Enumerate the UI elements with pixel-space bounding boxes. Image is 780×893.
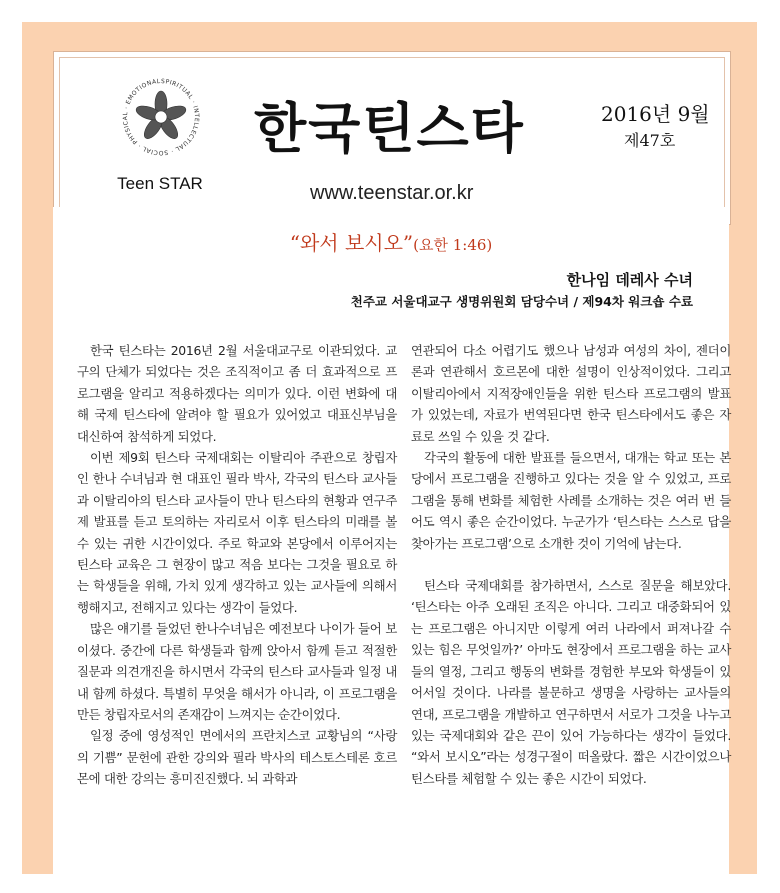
paragraph: 각국의 활동에 대한 발표를 들으면서, 대개는 학교 또는 본당에서 프로그램을 진행하고 있다는 것을 알 수 있었고, 프로그램을 통해 변화를 체험한 사례를 소개하는 것은 여러 번 들어도 역시 좋은 순간이었다. 누군가가 ‘틴스타는 스스로 답을 찾아가는 프로그램’으로 소개한 것이 기억에 남는다. — [411, 450, 731, 551]
page-background — [22, 22, 757, 874]
teenstar-logo — [100, 74, 220, 204]
article-title — [53, 227, 729, 256]
website-url[interactable]: www.teenstar.or.kr — [310, 182, 474, 204]
left-column — [77, 340, 397, 790]
teenstar-logo-icon — [118, 74, 204, 160]
article-author: 한나임 데레사 수녀 — [566, 271, 693, 289]
article-content — [53, 207, 729, 874]
paragraph: 이번 제9회 틴스타 국제대회는 이탈리아 주관으로 창립자인 한나 수녀님과 현 대표인 필라 박사, 각국의 틴스타 교사들과 이탈리아의 틴스타 교사들이 만나 틴스타의 현황과 연구주제 발표를 듣고 토의하는 자리로서 이후 틴스타의 미래를 볼 수 있는 귀한 시간이었다. 주로 학교와 본당에서 이루어지는 틴스타 교육은 그 현장이 많고 적음 보다는 그것을 필요로 하는 학생들을 위해, 가치 있게 생각하고 있는 교사들에 의해서 행해지고, 전해지고 있다는 생각이 들었다. — [77, 450, 397, 615]
author-affiliation: 천주교 서울대교구 생명위원회 담당수녀 / 제94차 워크숍 수료 — [350, 294, 693, 309]
paragraph: 한국 틴스타는 2016년 2월 서울대교구로 이관되었다. 교구의 단체가 되었다는 것은 조직적이고 좀 더 효과적으로 프로그램을 알리고 적용하겠다는 의미가 있다. 이런 변화에 대해 국제 틴스타에 알려야 할 필요가 있어었고 대표신부님을 대신하여 참석하게 되었다. — [77, 343, 397, 444]
newsletter-title: 한국틴스타 — [254, 97, 525, 160]
issue-number: 제47호 — [624, 131, 676, 150]
paragraph: 많은 얘기를 들었던 한나수녀님은 예전보다 나이가 들어 보이셨다. 중간에 다른 학생들과 함께 앉아서 함께 듣고 적절한 질문과 의견개진을 하시면서 각국의 틴스타 교사들과 일정 내내 함께 하셨다. 특별히 무엇을 해서가 아니라, 이 프로그램을 만든 창립자로서의 존재감이 느껴지는 순간이었다. — [77, 621, 397, 722]
article-title-main: “와서 보시오” — [289, 231, 414, 255]
paragraph: 연관되어 다소 어렵기도 했으나 남성과 여성의 차이, 젠더이론과 연관해서 호르몬에 대한 설명이 인상적이었다. 그리고 이탈리아에서 지적장애인들을 위한 틴스타 프로그램의 발표가 있었는데, 자료가 번역된다면 한국 틴스타에서도 좋은 자료로 쓰일 수 있을 것 같다. — [411, 343, 731, 444]
paragraph: 일정 중에 영성적인 면에서의 프란치스코 교황님의 “사랑의 기쁨” 문헌에 관한 강의와 필라 박사의 테스토스테론 호르몬에 대한 강의는 흥미진진했다. 뇌 과학과 — [77, 728, 397, 787]
article-title-reference: (요한 1:46) — [413, 236, 493, 254]
issue-date: 2016년 9월 — [601, 102, 710, 126]
masthead — [53, 51, 731, 225]
right-column — [411, 340, 731, 789]
paragraph: 틴스타 국제대회를 참가하면서, 스스로 질문을 해보았다. ‘틴스타는 아주 오래된 조직은 아니다. 그리고 대중화되어 있는 프로그램은 아니지만 이렇게 여러 나라에서 퍼져나갈 수 있는 힘은 무엇일까?’ 아마도 현장에서 프로그램을 하는 교사들의 열정, 그리고 행동의 변화를 경험한 부모와 학생들이 있어서일 것이다. 나라를 불문하고 생명을 사랑하는 교사들의 연대, 프로그램을 개발하고 연구하면서 서로가 그것을 나누고 있는 국제대회와 같은 끈이 있어 가능하다는 생각이 들었다. “와서 보시오”라는 성경구절이 떠올랐다. 짧은 시간이었으나 틴스타를 체험할 수 있는 좋은 시간이 되었다. — [411, 578, 731, 786]
logo-ring-text: SPIRITUAL · INTELLECTUAL · SOCIAL · PHYSICAL · EMOTIONAL — [121, 77, 201, 157]
logo-text: Teen STAR — [117, 174, 203, 193]
